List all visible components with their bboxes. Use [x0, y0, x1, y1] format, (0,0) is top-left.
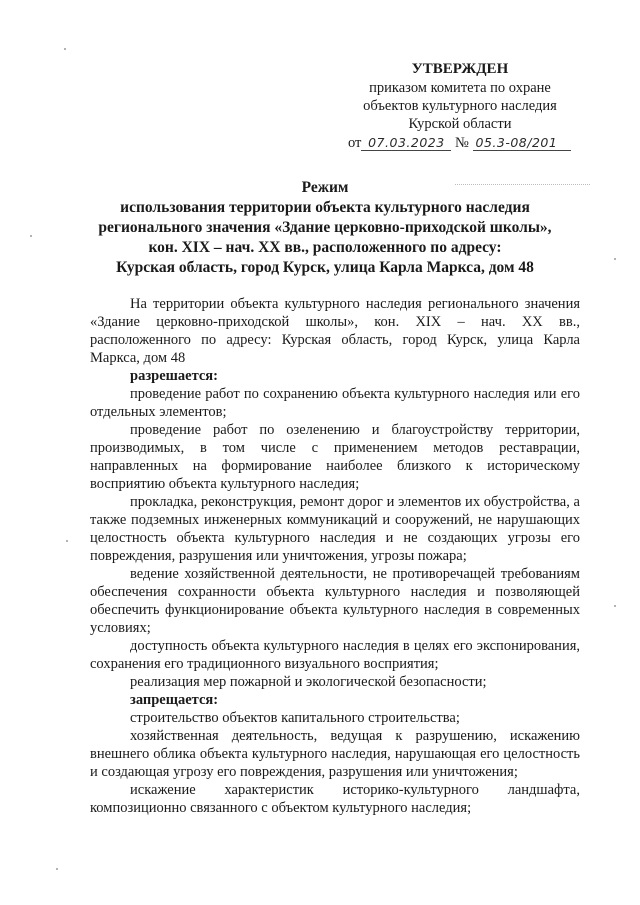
approval-line: объектов культурного наследия	[363, 98, 557, 114]
allowed-item: проведение работ по сохранению объекта культурного наследия или его отдельных элементов;	[90, 386, 580, 420]
title-line: Курская область, город Курск, улица Карла Маркса, дом 48	[116, 259, 534, 276]
allowed-item: ведение хозяйственной деятельности, не противоречащей требованиям обеспечения сохранности объекта культурного наследия и позволяющей обеспечить функционирование объекта культурного наследия в современных условиях;	[90, 566, 580, 636]
scan-speck	[614, 605, 616, 607]
allowed-heading: разрешается:	[130, 368, 218, 384]
forbidden-item: строительство объектов капитального строительства;	[130, 710, 460, 726]
number-prefix: №	[455, 135, 469, 151]
allowed-item: проведение работ по озеленению и благоустройству территории, производимых, в том числе с применением методов реставрации, направленных на формирование наиболее близкого к историческому восприятию объекта культурного наследия;	[90, 422, 580, 492]
document-title	[90, 178, 560, 278]
intro-paragraph: На территории объекта культурного наследия регионального значения «Здание церковно-приходской школы», кон. XIX – нач. XX вв., расположенного по адресу: Курская область, город Курск, улица Карла Маркса, дом 48	[90, 296, 580, 366]
title-line: Режим	[301, 179, 349, 196]
scan-speck	[30, 235, 32, 237]
allowed-item: реализация мер пожарной и экологической безопасности;	[130, 674, 487, 690]
forbidden-heading: запрещается:	[130, 692, 219, 708]
title-line: регионального значения «Здание церковно-приходской школы»,	[98, 219, 552, 236]
forbidden-item: искажение характеристик историко-культурного ландшафта, композиционно связанного с объектом культурного наследия;	[90, 782, 580, 816]
scan-speck	[64, 48, 66, 50]
approval-line: приказом комитета по охране	[369, 80, 551, 96]
approval-heading: УТВЕРЖДЕН	[411, 61, 509, 77]
document-body	[90, 295, 580, 817]
title-line: кон. XIX – нач. XX вв., расположенного по адресу:	[148, 239, 502, 256]
scan-speck	[56, 868, 58, 870]
approval-line: Курской области	[408, 116, 512, 132]
title-line: использования территории объекта культурного наследия	[120, 199, 530, 216]
approval-stamp	[340, 60, 580, 152]
date-prefix: от	[348, 135, 362, 151]
allowed-item: доступность объекта культурного наследия в целях его экспонирования, сохранения его традиционного визуального восприятия;	[90, 638, 580, 672]
handwritten-date: 07.03.2023	[361, 136, 451, 151]
scan-speck	[614, 258, 616, 260]
forbidden-item: хозяйственная деятельность, ведущая к разрушению, искажению внешнего облика объекта культурного наследия, нарушающая его целостность и создающая угрозу его повреждения, разрушения или уничтожения;	[90, 728, 580, 780]
approval-date-line	[340, 134, 580, 152]
handwritten-number: 05.3-08/201	[473, 136, 571, 151]
scan-speck	[66, 540, 68, 542]
allowed-item: прокладка, реконструкция, ремонт дорог и элементов их обустройства, а также подземных инженерных коммуникаций и сооружений, не нарушающих целостность объекта культурного наследия и не создающих угрозы его повреждения, разрушения или уничтожения, угрозы пожара;	[90, 494, 580, 564]
